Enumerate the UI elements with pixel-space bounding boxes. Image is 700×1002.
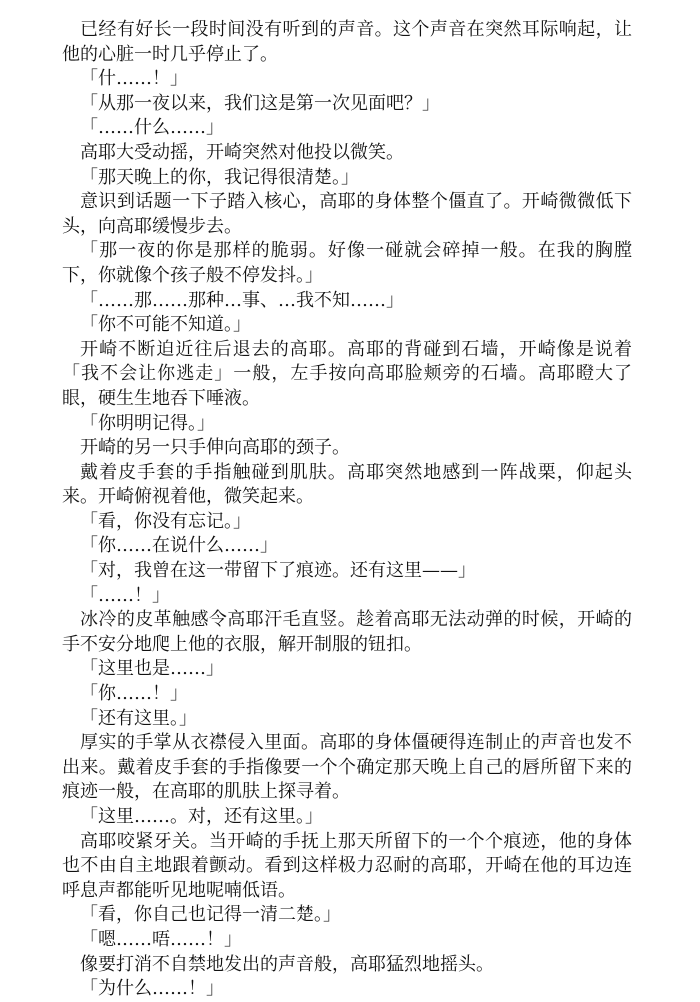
dialogue-line: 「这里……。对，还有这里。」 <box>80 806 323 827</box>
dialogue-line: 「这里也是……」 <box>80 658 224 680</box>
dialogue-line: 「嗯……唔……！」 <box>80 928 242 950</box>
dialogue-line: 「为什么……！」 <box>80 978 224 1000</box>
paragraph: 已经有好长一段时间没有听到的声音。这个声音在突然耳际响起，让他的心脏一时几乎停止了。 <box>62 19 632 65</box>
paragraph: 像要打消不自禁地发出的声音般，高耶猛烈地摇头。 <box>80 953 494 975</box>
dialogue-line: 「对，我曾在这一带留下了痕迹。还有这里——」 <box>80 560 476 582</box>
dialogue-line: 「……！」 <box>80 584 170 606</box>
dialogue-line: 「看，你自己也记得一清二楚。」 <box>80 904 341 926</box>
dialogue-line: 「你明明记得。」 <box>80 412 215 434</box>
dialogue-line: 「那天晚上的你，我记得很清楚。」 <box>80 166 359 188</box>
paragraph: 厚实的手掌从衣襟侵入里面。高耶的身体僵硬得连制止的声音也发不出来。戴着皮手套的手指像要一个个确定那天晚上自己的唇所留下来的痕迹一般，在高耶的肌肤上探寻着。 <box>62 732 632 803</box>
dialogue-line: 「还有这里。」 <box>80 707 197 729</box>
paragraph: 冰冷的皮革触感令高耶汗毛直竖。趁着高耶无法动弹的时候，开崎的手不安分地爬上他的衣服，解开制服的钮扣。 <box>62 609 632 655</box>
dialogue-line: 「那一夜的你是那样的脆弱。好像一碰就会碎掉一般。在我的胸膛下，你就像个孩子般不停发抖。」 <box>62 240 632 286</box>
dialogue-line: 「从那一夜以来，我们这是第一次见面吧？」 <box>80 92 440 114</box>
paragraph: 开崎不断迫近往后退去的高耶。高耶的背碰到石墙，开崎像是说着「我不会让你逃走」一般，左手按向高耶脸颊旁的石墙。高耶瞪大了眼，硬生生地吞下唾液。 <box>62 338 632 409</box>
dialogue-line: 「你……！」 <box>80 683 188 705</box>
paragraph: 戴着皮手套的手指触碰到肌肤。高耶突然地感到一阵战栗，仰起头来。开崎俯视着他，微笑起来。 <box>62 461 632 508</box>
dialogue-line: 「什……！」 <box>80 68 188 90</box>
dialogue-line: 「看，你没有忘记。」 <box>80 510 251 532</box>
dialogue-line: 「……什么……」 <box>80 117 224 139</box>
document-page <box>62 18 632 1002</box>
dialogue-line: 「你不可能不知道。」 <box>80 314 251 336</box>
dialogue-line: 「你……在说什么……」 <box>80 535 278 557</box>
paragraph: 高耶大受动摇，开崎突然对他投以微笑。 <box>80 141 404 163</box>
paragraph: 高耶咬紧牙关。当开崎的手抚上那天所留下的一个个痕迹，他的身体也不由自主地跟着颤动。看到这样极力忍耐的高耶，开崎在他的耳边连呼息声都能听见地呢喃低语。 <box>62 830 632 901</box>
dialogue-line: 「……那……那种…事、…我不知……」 <box>80 289 404 311</box>
paragraph: 意识到话题一下子踏入核心，高耶的身体整个僵直了。开崎微微低下头，向高耶缓慢步去。 <box>62 191 632 237</box>
paragraph: 开崎的另一只手伸向高耶的颈子。 <box>80 437 350 459</box>
